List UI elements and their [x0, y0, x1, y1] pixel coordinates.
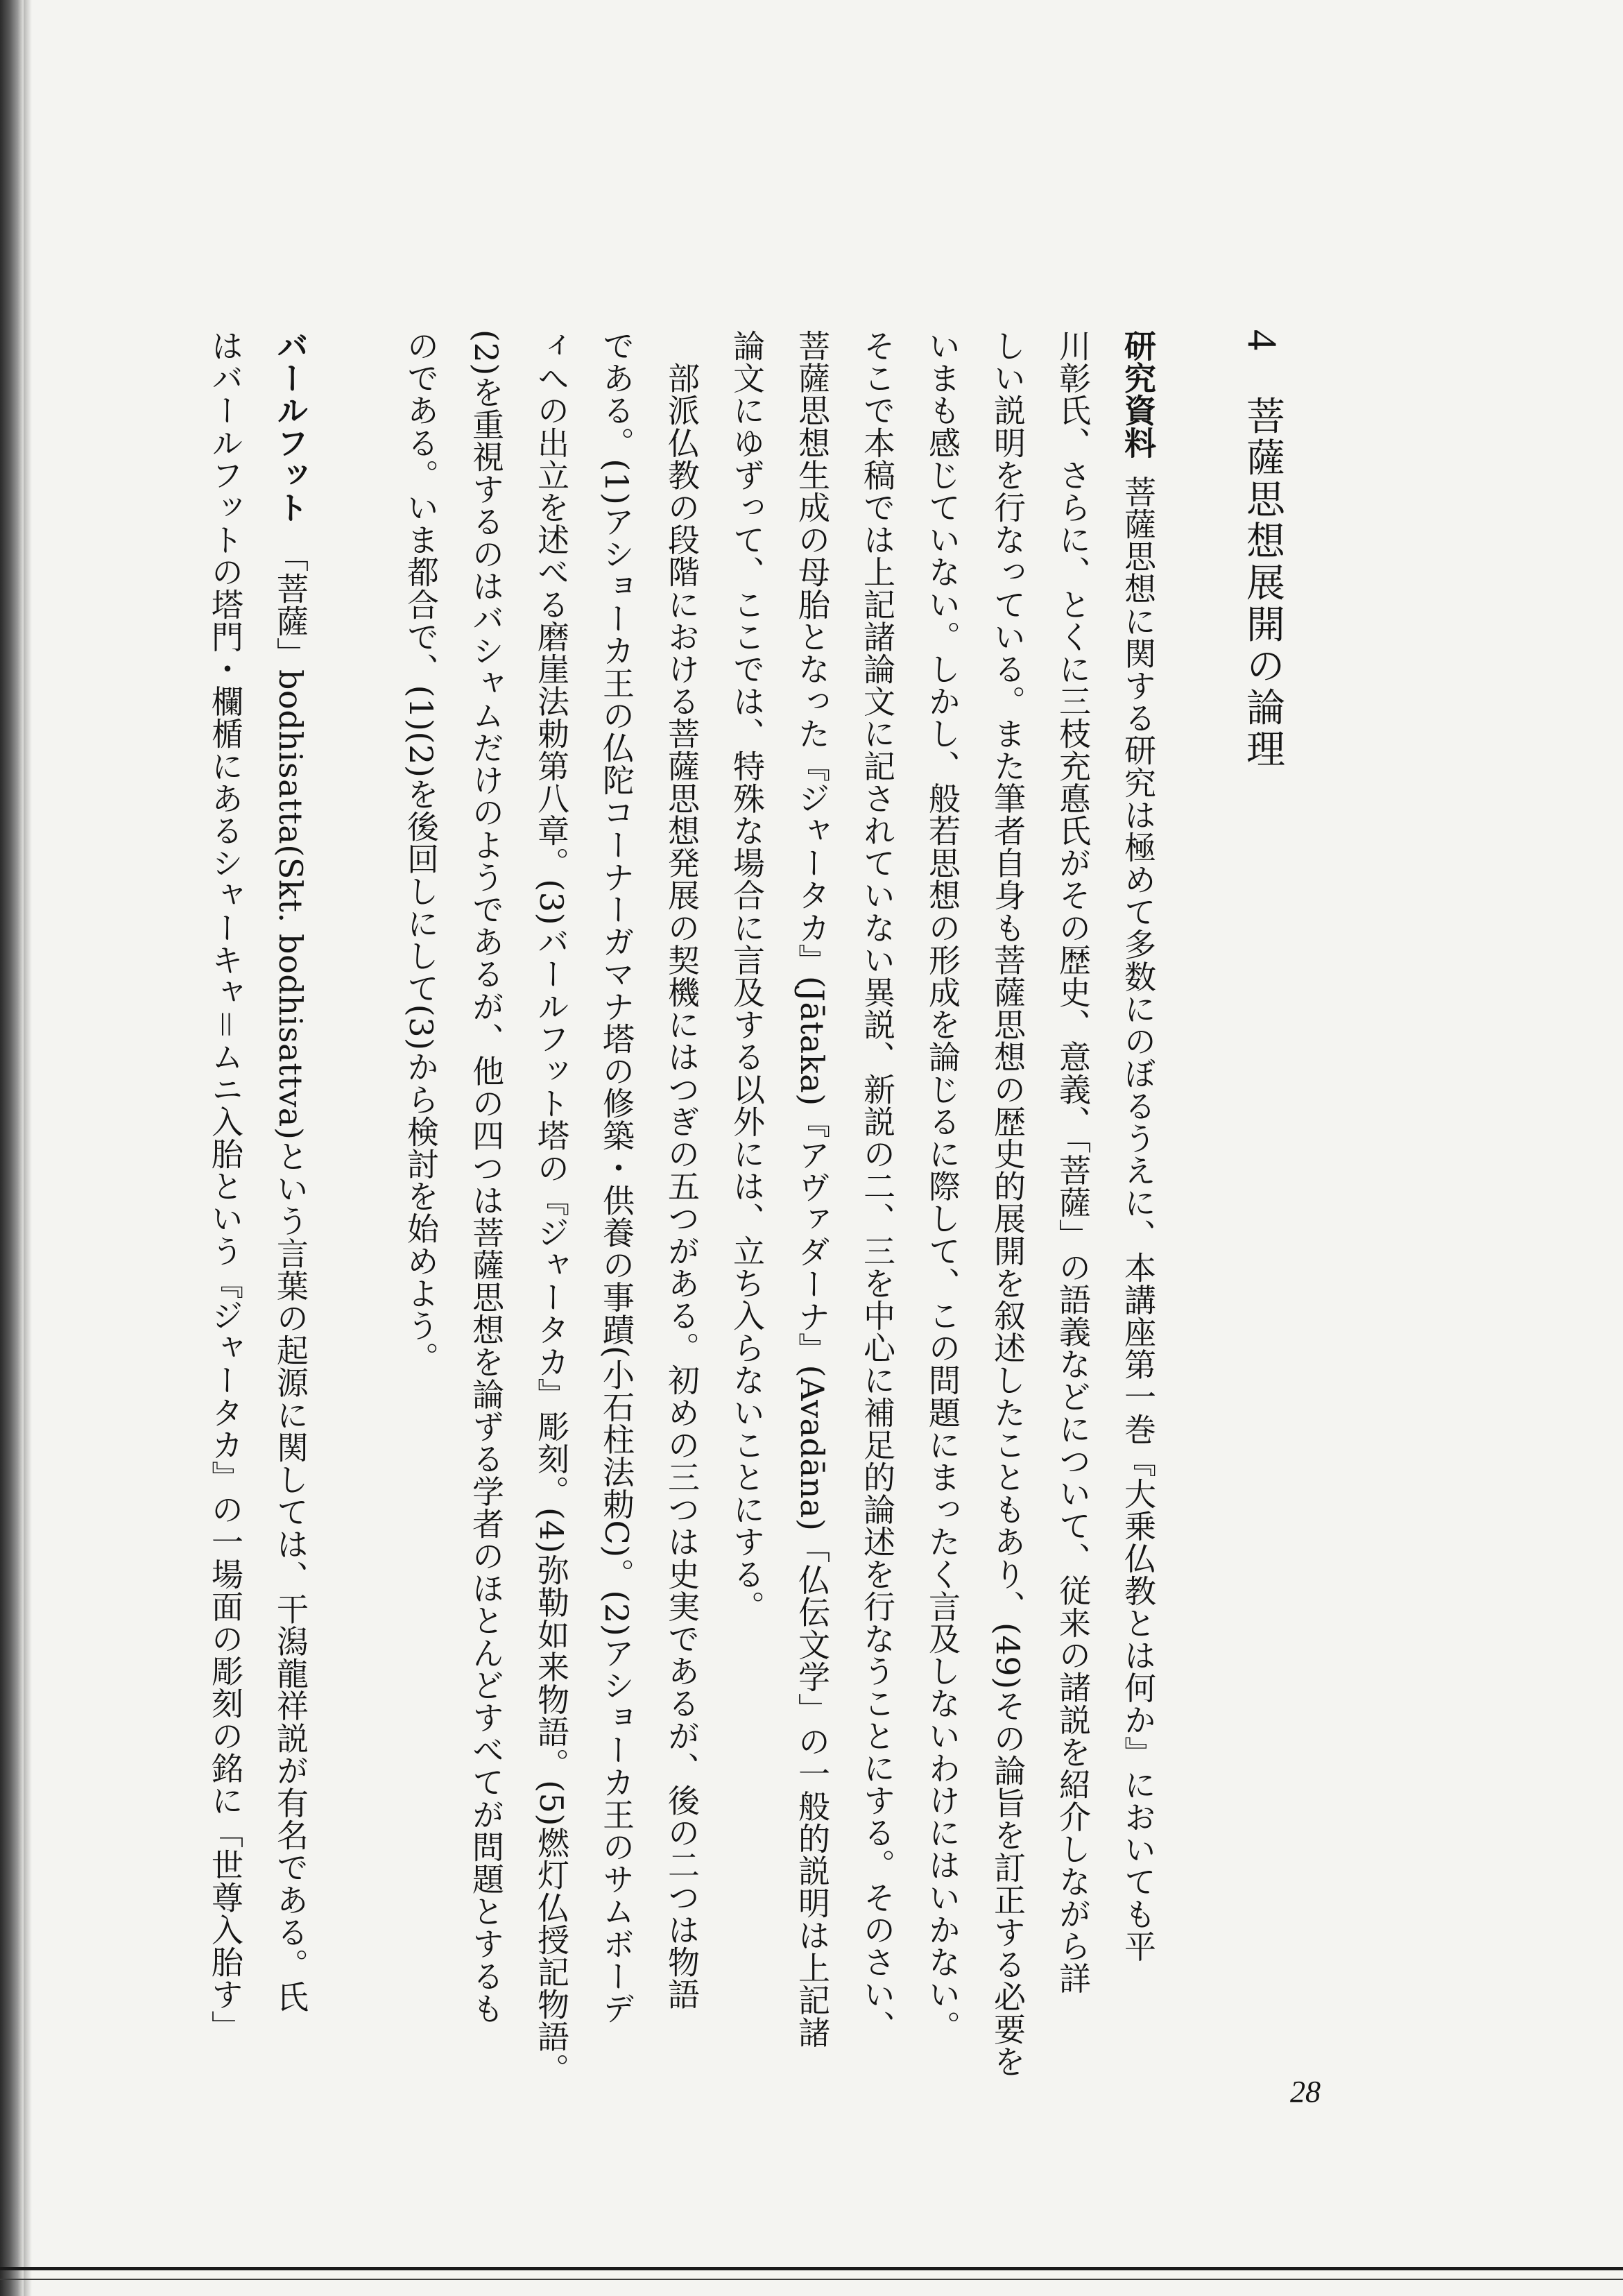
- column-text: ィへの出立を述べる磨崖法勅第八章。(3)バールフット塔の『ジャータカ』彫刻。(4)弥勒如来物語。(5)燃灯仏授記物語。: [533, 329, 570, 2085]
- section-title: 菩薩思想展開の論理: [1240, 395, 1285, 771]
- column-text: である。(1)アショーカ王の仏陀コーナーガマナ塔の修築・供養の事蹟(小石柱法勅C)。(2)アショーカ王のサムボーデ: [598, 329, 635, 2025]
- column-text: (2)を重視するのはバシャムだけのようであるが、他の四つは菩薩思想を論ずる学者のほとんどすべてが問題とするも: [467, 329, 505, 2025]
- paragraph-lead: 研究資料: [1119, 329, 1157, 459]
- text-column: [272, 329, 309, 2036]
- text-column: [1119, 329, 1157, 2036]
- text-column: [207, 329, 244, 2043]
- book-binding-shadow: [0, 0, 24, 2296]
- text-column: [598, 329, 635, 2036]
- text-column: [533, 329, 570, 2085]
- text-column: [402, 329, 440, 2036]
- text-column: [924, 329, 961, 2043]
- text-column: [859, 329, 896, 2043]
- column-text: そこで本稿では上記諸論文に記されていない異説、新説の二、三を中心に補足的論述を行なうことにする。そのさい、: [859, 329, 896, 2043]
- paragraph-lead: バールフット: [272, 329, 309, 524]
- column-text: 部派仏教の段階における菩薩思想発展の契機にはつぎの五つがある。初めの三つは史実であるが、後の二つは物語: [663, 329, 701, 2011]
- binding-gradient: [24, 0, 32, 2296]
- page-number: 28: [1290, 2075, 1321, 2109]
- text-column: [989, 329, 1027, 2078]
- text-column: [1054, 329, 1092, 2036]
- column-text: 論文にゆずって、ここでは、特殊な場合に言及する以外には、立ち入らないことにする。: [728, 329, 766, 1622]
- section-number: 4: [1239, 329, 1285, 353]
- column-text: 川彰氏、さらに、とくに三枝充悳氏がその歴史、意義、「菩薩」の語義などについて、従来の諸説を紹介しながら詳: [1054, 329, 1092, 1995]
- text-column: [467, 329, 505, 2036]
- column-text: 菩薩思想に関する研究は極めて多数にのぼるうえに、本講座第一巻『大乗仏教とは何か』においても平: [1119, 475, 1157, 1963]
- column-text: のである。いま都合で、(1)(2)を後回しにして(3)から検討を始めよう。: [402, 329, 440, 1374]
- column-text: 菩薩思想生成の母胎となった『ジャータカ』(Jātaka)『アヴァダーナ』(Avadāna)「仏伝文学」の一般的説明は上記諸: [793, 329, 831, 2049]
- column-text: いまも感じていない。しかし、般若思想の形成を論じるに際して、この問題にまったく言及しないわけにはいかない。: [924, 329, 961, 2043]
- text-column: [793, 329, 831, 2049]
- text-column: [663, 329, 701, 2036]
- section-heading: [1239, 329, 1285, 771]
- column-text: はバールフットの塔門・欄楯にあるシャーキャ＝ムニ入胎という『ジャータカ』の一場面の彫刻の銘に「世尊入胎す」: [207, 329, 244, 2043]
- column-text: しい説明を行なっている。また筆者自身も菩薩思想の歴史的展開を叙述したこともあり、(49)その論旨を訂正する必要を: [989, 329, 1027, 2078]
- column-text: 「菩薩」bodhisatta(Skt. bodhisattva)という言葉の起源に関しては、干潟龍祥説が有名である。氏: [272, 540, 309, 2013]
- text-column: [728, 329, 766, 2036]
- page-bottom-edge: [0, 2267, 1623, 2270]
- page-bottom-edge-line: [0, 2279, 1623, 2280]
